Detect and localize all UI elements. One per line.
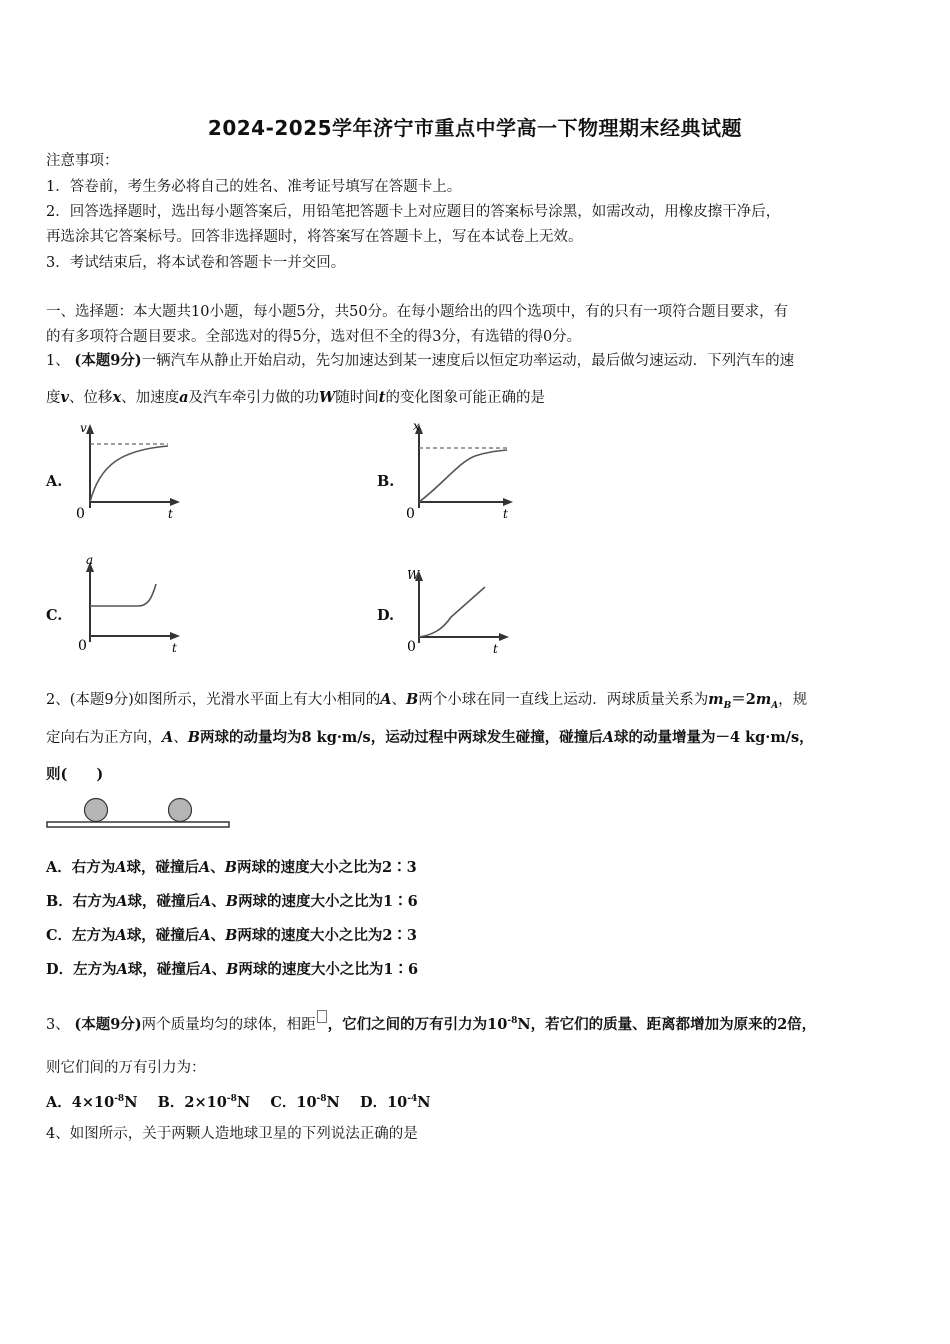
notice-item-2: 2．回答选择题时，选出每小题答案后，用铅笔把答题卡上对应题目的答案标号涂黑，如需改动，用橡皮擦干净后， — [46, 204, 781, 220]
var-B: B — [225, 893, 239, 910]
option-exponent: -4 — [407, 1094, 418, 1104]
q1-option-a-label: A. — [46, 473, 63, 490]
var-B: B — [224, 859, 238, 876]
y-axis-label: W — [407, 568, 420, 582]
q2-text: ，规 — [778, 692, 808, 708]
q2-option-text: 、 — [211, 893, 226, 910]
var-v: v — [60, 389, 69, 406]
q2-option-text: D．左方为 — [46, 961, 117, 978]
q3-exponent: -8 — [507, 1016, 518, 1027]
q1-text: 度 — [46, 390, 61, 406]
displacement-curve — [419, 450, 507, 502]
x-axis-label: t — [172, 641, 177, 655]
q1-number: 1、 — [46, 353, 70, 369]
option-label: C． — [270, 1093, 297, 1111]
q1-text: 一辆汽车从静止开始启动，先匀加速达到某一速度后以恒定功率运动，最后做匀速运动．下列汽车的速 — [141, 353, 795, 369]
section-instructions-2: 的有多项符合题目要求。全部选对的得5分，选对但不全的得3分，有选错的得0分。 — [46, 329, 582, 345]
q3-stem-line1 — [46, 1010, 916, 1034]
q3-option-b — [158, 1094, 250, 1111]
x-axis-arrow — [503, 498, 513, 506]
missing-symbol-icon — [317, 1010, 327, 1023]
q3-text: 两个质量均匀的球体，相距 — [141, 1017, 316, 1033]
section-instructions-1: 一、选择题：本大题共10小题，每小题5分，共50分。在每小题给出的四个选项中，有的只有一项符合题目要求，有 — [46, 304, 789, 320]
var-A: A — [115, 859, 127, 876]
x-axis-label: t — [503, 507, 508, 521]
var-A: A — [380, 691, 392, 708]
q1-option-c-graph — [72, 552, 184, 658]
option-exponent: -8 — [226, 1094, 237, 1104]
x-axis-label: t — [493, 642, 498, 656]
q2-option-text: B．右方为 — [46, 893, 117, 910]
q1-text: 随时间 — [335, 390, 379, 406]
q1-text: 、位移 — [68, 390, 113, 406]
option-value: 10 — [387, 1093, 408, 1111]
q2-option-c — [46, 927, 916, 945]
var-mA: m — [755, 691, 772, 708]
option-value: 10 — [296, 1093, 317, 1111]
x-axis-arrow — [170, 632, 180, 640]
q2-option-text: 、 — [210, 859, 225, 876]
q1-score: (本题9分) — [74, 352, 142, 369]
origin-label: 0 — [407, 639, 416, 655]
q3-score: (本题9分) — [74, 1016, 142, 1033]
ball-right — [169, 799, 192, 822]
x-axis-arrow — [499, 633, 509, 641]
notice-item-3: 3．考试结束后，将本试卷和答题卡一并交回。 — [46, 255, 346, 271]
option-unit: N — [417, 1093, 431, 1111]
q2-option-text: 球，碰撞后 — [127, 893, 201, 910]
y-axis-arrow — [86, 424, 94, 434]
q3-option-d — [360, 1094, 431, 1111]
q1-option-b-label: B. — [377, 473, 395, 490]
notice-item-1: 1．答卷前，考生务必将自己的姓名、准考证号填写在答题卡上。 — [46, 179, 462, 195]
q1-text: 的变化图象可能正确的是 — [385, 390, 545, 406]
var-A: A — [162, 729, 174, 746]
var-A: A — [602, 729, 614, 746]
option-label: D． — [360, 1093, 388, 1111]
q2-option-d — [46, 961, 916, 979]
var-B: B — [187, 729, 201, 746]
q1-stem-line1 — [46, 352, 916, 370]
x-axis-label: t — [168, 507, 173, 521]
var-A: A — [200, 893, 212, 910]
q1-option-b-graph — [403, 418, 517, 524]
q2-option-text: 球，碰撞后 — [127, 961, 201, 978]
origin-label: 0 — [406, 506, 415, 522]
q2-stem-line3: 则( ) — [46, 766, 104, 783]
q2-option-text: C．左方为 — [46, 927, 116, 944]
q2-text: 、 — [173, 730, 188, 746]
var-A: A — [199, 927, 211, 944]
q2-stem-line1 — [46, 691, 916, 715]
q2-text: 、 — [391, 692, 407, 708]
q3-text: N，若它们的质量、距离都增加为原来的2倍， — [517, 1016, 817, 1033]
var-B: B — [406, 691, 419, 708]
y-axis-label: a — [86, 553, 94, 567]
x-axis-arrow — [170, 498, 180, 506]
q2-option-text: 两球的速度大小之比为2∶3 — [237, 859, 417, 876]
option-exponent: -8 — [114, 1094, 125, 1104]
q4-stem: 4、如图所示，关于两颗人造地球卫星的下列说法正确的是 — [46, 1126, 418, 1142]
q1-stem-line2 — [46, 389, 916, 407]
var-A: A — [200, 961, 212, 978]
q1-option-a-graph — [72, 418, 184, 524]
q1-text: 、加速度 — [121, 390, 180, 406]
q3-number: 3、 — [46, 1017, 70, 1033]
q2-option-text: 球，碰撞后 — [126, 859, 200, 876]
var-mB: m — [708, 691, 724, 708]
var-A: A — [199, 859, 211, 876]
option-exponent: -8 — [316, 1094, 327, 1104]
page-title: 2024-2025学年济宁市重点中学高一下物理期末经典试题 — [207, 116, 743, 140]
q3-stem-line2: 则它们间的万有引力为： — [46, 1060, 206, 1076]
y-axis-label: v — [80, 421, 87, 435]
origin-label: 0 — [76, 506, 85, 522]
q2-text: 2、(本题9分)如图所示，光滑水平面上有大小相同的 — [46, 692, 381, 708]
q2-text: 定向右为正方向， — [46, 730, 162, 746]
option-value: 2×10 — [184, 1093, 227, 1111]
q2-option-text: 两球的速度大小之比为1∶6 — [238, 961, 419, 978]
option-unit: N — [236, 1093, 251, 1111]
q2-text: 两球的动量均为8 kg·m/s，运动过程中两球发生碰撞，碰撞后 — [200, 729, 603, 746]
var-A: A — [116, 961, 128, 978]
q3-option-c — [270, 1094, 340, 1111]
q2-text: 两个小球在同一直线上运动．两球质量关系为 — [418, 692, 709, 708]
origin-label: 0 — [78, 638, 87, 654]
var-B: B — [226, 961, 239, 978]
q2-option-text: 两球的速度大小之比为1∶6 — [238, 893, 418, 910]
var-B: B — [225, 927, 238, 944]
option-label: A． — [46, 1093, 72, 1111]
q2-option-text: 两球的速度大小之比为2∶3 — [237, 927, 418, 944]
q1-option-d-label: D. — [377, 607, 395, 624]
var-mA-subscript: A — [771, 700, 779, 711]
option-unit: N — [124, 1093, 138, 1111]
q1-option-c-label: C. — [46, 607, 63, 624]
q2-equals: ＝2 — [731, 691, 756, 708]
notice-item-2-cont: 再选涂其它答案标号。回答非选择题时，将答案写在答题卡上，写在本试卷上无效。 — [46, 229, 583, 245]
var-A: A — [116, 893, 128, 910]
q1-text: 及汽车牵引力做的功 — [188, 390, 319, 406]
var-A: A — [115, 927, 127, 944]
q3-option-a — [46, 1094, 137, 1111]
horizontal-surface — [47, 822, 229, 827]
q1-option-d-graph — [403, 565, 517, 660]
q3-options — [46, 1090, 916, 1112]
var-a: a — [179, 389, 189, 406]
q2-stem-line2 — [46, 729, 916, 747]
option-value: 4×10 — [71, 1093, 115, 1111]
notice-heading: 注意事项： — [46, 153, 119, 169]
option-unit: N — [326, 1093, 340, 1111]
ball-left — [85, 799, 108, 822]
y-axis-label: x — [413, 419, 420, 433]
q2-option-text: A．右方为 — [46, 859, 116, 876]
work-curve — [419, 587, 485, 637]
q2-figure — [46, 796, 232, 830]
q3-text: ，它们之间的万有引力为10 — [327, 1016, 508, 1033]
var-x: x — [112, 389, 122, 406]
q2-option-text: 球，碰撞后 — [126, 927, 200, 944]
option-label: B． — [157, 1093, 185, 1111]
q2-text: 球的动量增量为－4 kg·m/s， — [613, 729, 814, 746]
q2-option-a — [46, 859, 916, 877]
var-W: W — [319, 389, 336, 406]
q2-option-text: 、 — [210, 927, 226, 944]
q2-option-text: 、 — [211, 961, 227, 978]
acceleration-curve — [90, 584, 156, 606]
q2-option-b — [46, 893, 916, 911]
var-mB-subscript: B — [723, 700, 732, 711]
var-t: t — [378, 389, 386, 406]
velocity-curve — [90, 446, 168, 502]
